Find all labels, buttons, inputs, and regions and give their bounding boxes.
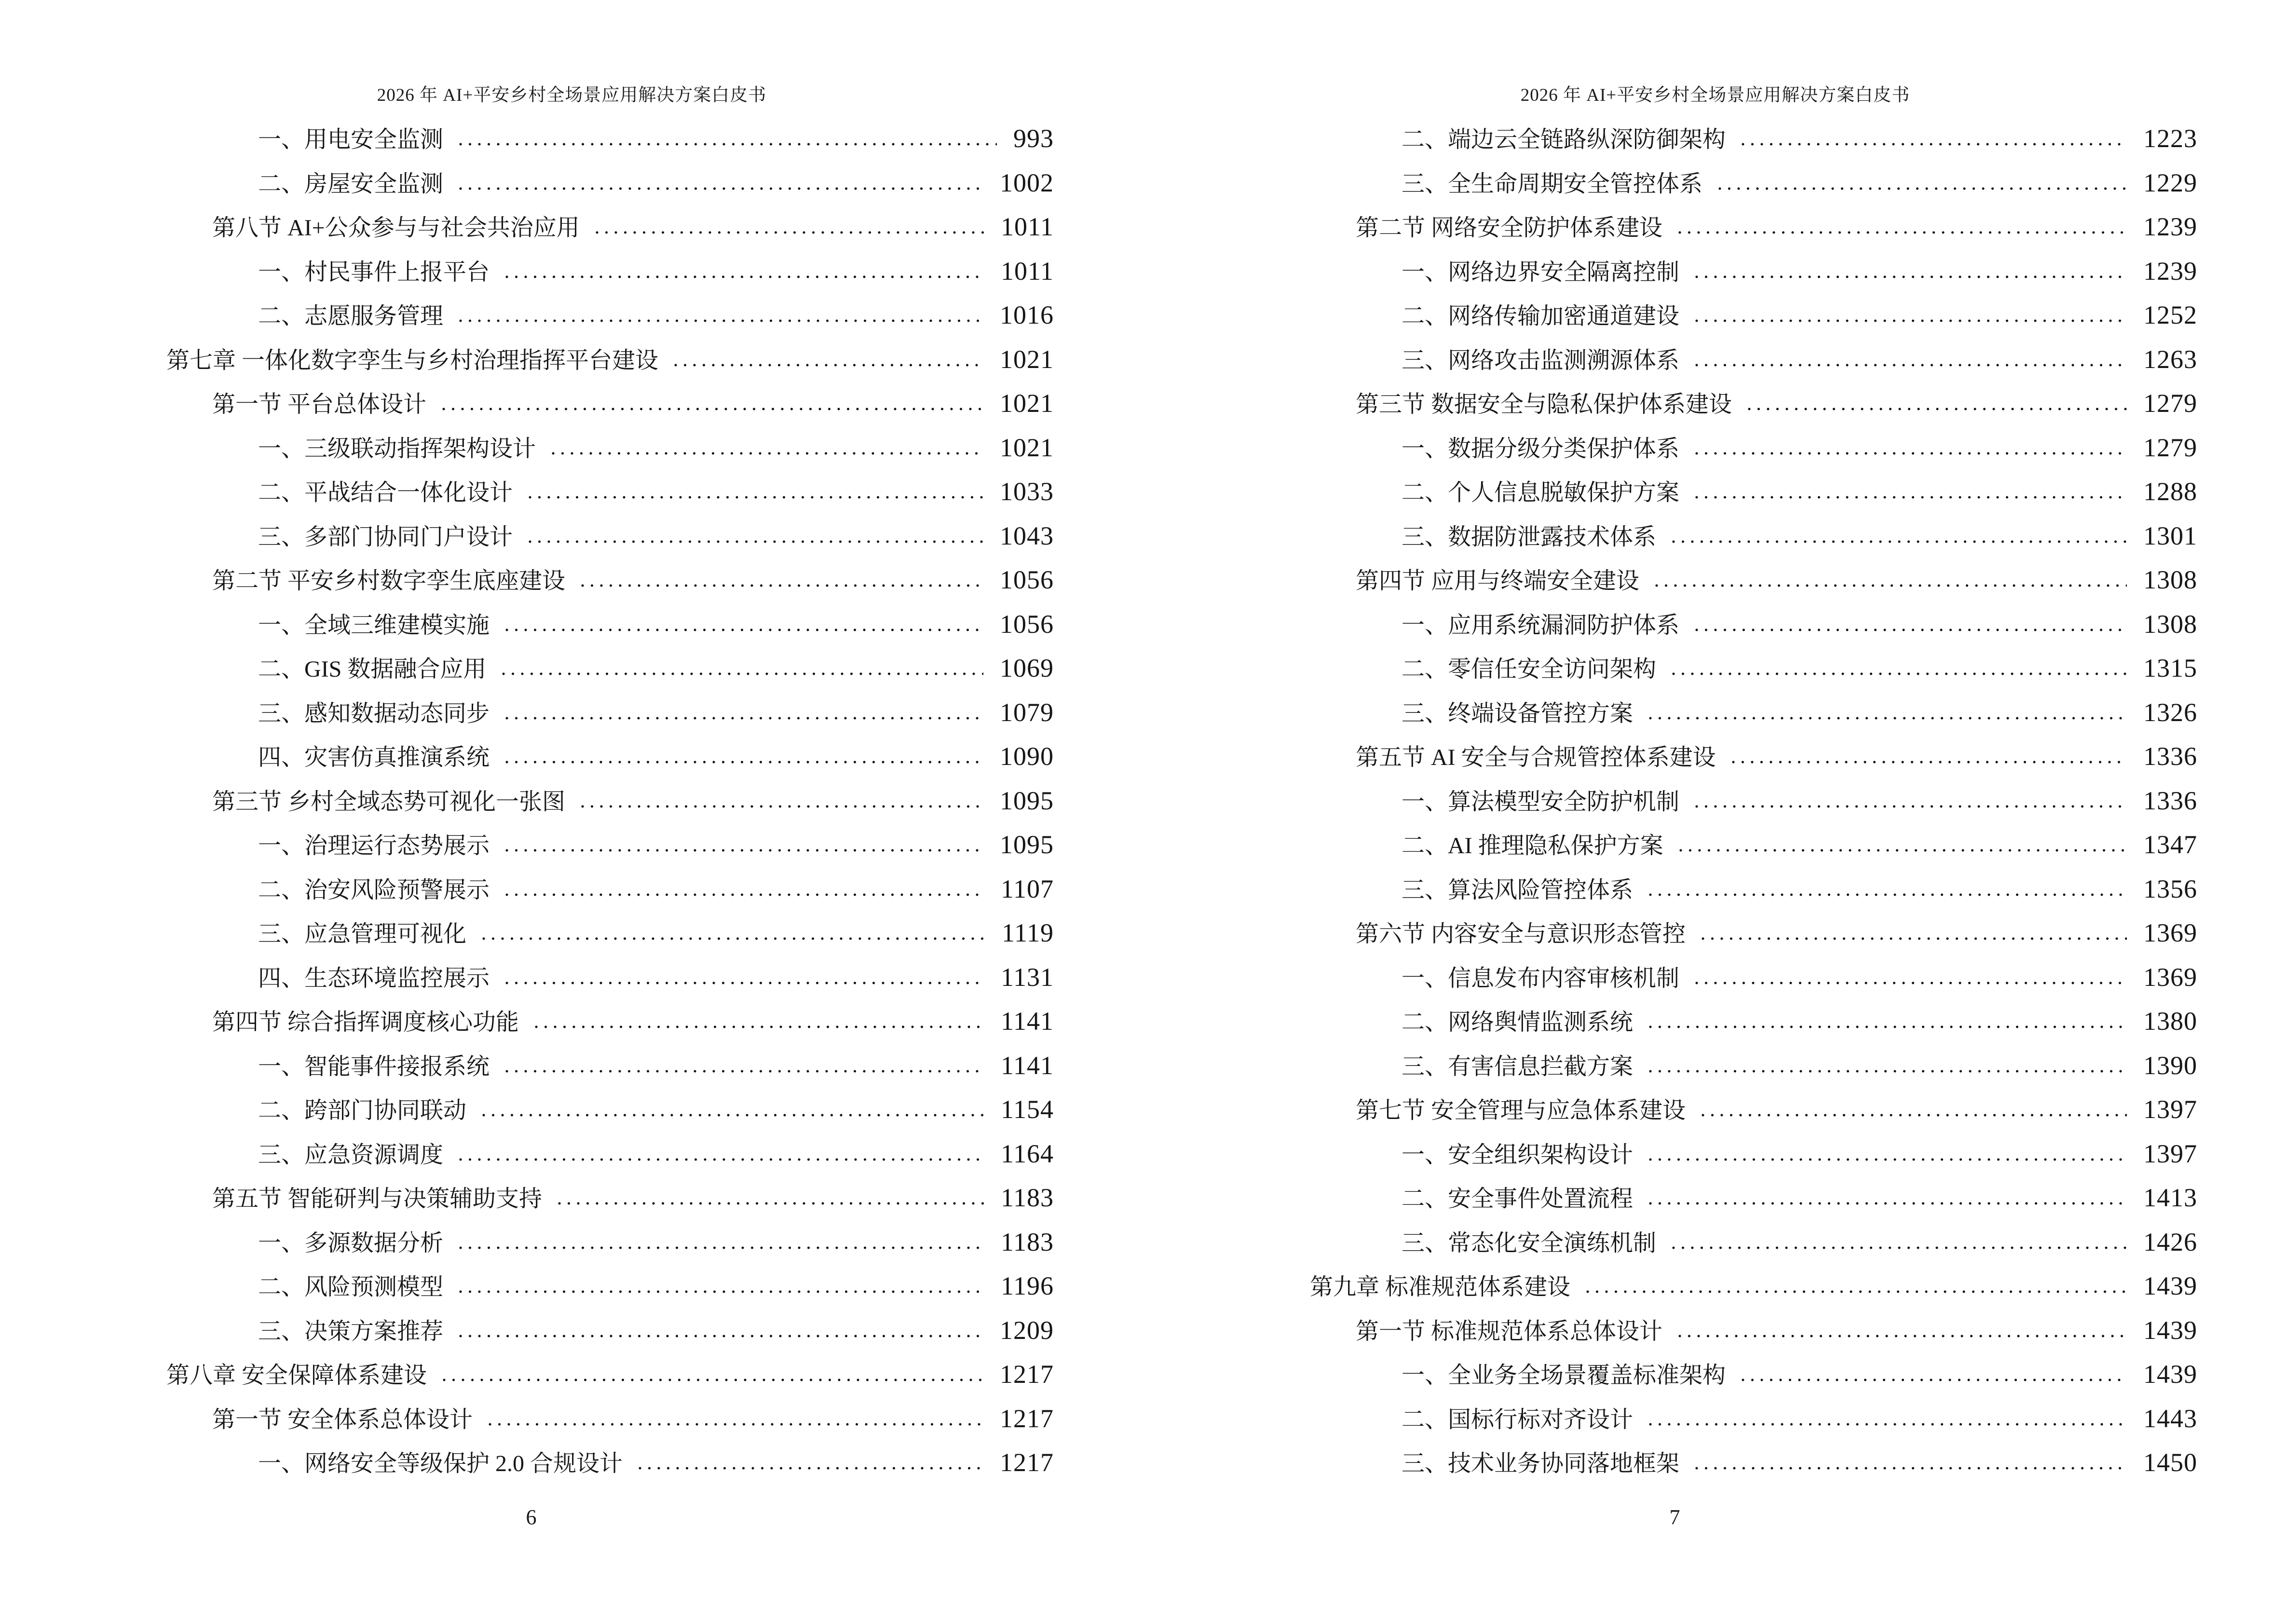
toc-entry-page-number: 1439: [2143, 1360, 2197, 1389]
toc-entry-page-number: 1439: [2143, 1315, 2197, 1345]
toc-entry-title: 三、全生命周期安全管控体系: [1402, 171, 1703, 197]
dot-leader: [1676, 847, 2127, 853]
toc-entry-page-number: 1183: [1001, 1183, 1054, 1212]
toc-entry-title: 一、智能事件接报系统: [258, 1053, 490, 1079]
toc-entry-title: 四、灾害仿真推演系统: [258, 745, 490, 770]
dot-leader: [1692, 318, 2127, 324]
dot-leader: [671, 362, 983, 368]
toc-entry[interactable]: [1144, 646, 2287, 691]
toc-entry-title: 一、算法模型安全防护机制: [1402, 789, 1680, 815]
toc-entry-page-number: 1131: [1001, 962, 1054, 992]
toc-entry-page-number: 1369: [2143, 918, 2197, 947]
dot-leader: [1675, 230, 2127, 235]
toc-entry-page-number: 1079: [1000, 697, 1054, 727]
toc-entry-title: 三、应急管理可视化: [258, 921, 467, 947]
toc-entry-title: 二、GIS 数据融合应用: [258, 656, 487, 682]
toc-entry-title: 一、全业务全场景覆盖标准架构: [1402, 1363, 1726, 1388]
toc-entry-page-number: 1336: [2143, 786, 2197, 815]
toc-entry-page-number: 993: [1013, 124, 1054, 153]
toc-entry-page-number: 1308: [2143, 565, 2197, 594]
toc-entry[interactable]: [1144, 602, 2287, 647]
toc-entry[interactable]: [1144, 514, 2287, 559]
toc-entry[interactable]: [0, 161, 1144, 205]
toc-entry-page-number: 1021: [1000, 344, 1054, 374]
toc-entry-title: 二、跨部门协同联动: [258, 1098, 467, 1123]
dot-leader: [1646, 1024, 2127, 1030]
toc-entry[interactable]: [1144, 293, 2287, 338]
toc-entry-page-number: 1196: [1001, 1271, 1054, 1300]
toc-entry-page-number: 1336: [2143, 742, 2197, 771]
toc-entry-title: 第七节 安全管理与应急体系建设: [1356, 1098, 1686, 1123]
toc-entry-page-number: 1011: [1001, 212, 1054, 241]
toc-entry[interactable]: [0, 1088, 1144, 1132]
dot-leader: [1729, 759, 2127, 765]
toc-entry-title: 第九章 标准规范体系建设: [1310, 1274, 1571, 1300]
toc-entry-page-number: 1426: [2143, 1227, 2197, 1256]
toc-entry[interactable]: [0, 293, 1144, 338]
toc-entry-title: 三、决策方案推荐: [258, 1318, 444, 1344]
toc-entry[interactable]: [1144, 1220, 2287, 1265]
toc-entry-page-number: 1315: [2143, 654, 2197, 682]
dot-leader: [1692, 450, 2127, 456]
toc-entry[interactable]: [1144, 735, 2287, 779]
dot-leader: [499, 671, 983, 677]
toc-entry-page-number: 1439: [2143, 1271, 2197, 1300]
toc-entry[interactable]: [0, 558, 1144, 602]
toc-entry-page-number: 1217: [1000, 1404, 1054, 1433]
toc-entry-page-number: 1356: [2143, 874, 2197, 903]
toc-entry-page-number: 1107: [1001, 874, 1054, 903]
dot-leader: [1646, 1157, 2127, 1162]
toc-entry[interactable]: [1144, 779, 2287, 823]
toc-entry[interactable]: [1144, 1309, 2287, 1353]
dot-leader: [456, 1157, 984, 1162]
toc-entry-page-number: 1347: [2143, 830, 2197, 859]
toc-entry[interactable]: [1144, 955, 2287, 1000]
dot-leader: [1692, 627, 2127, 633]
dot-leader: [1646, 1421, 2127, 1427]
dot-leader: [456, 141, 997, 147]
toc-entry-page-number: 1011: [1001, 256, 1054, 286]
toc-entry[interactable]: [1144, 823, 2287, 867]
toc-entry[interactable]: [0, 1220, 1144, 1265]
dot-leader: [525, 494, 983, 500]
toc-entry-title: 一、治理运行态势展示: [258, 833, 490, 859]
toc-entry[interactable]: [1144, 691, 2287, 735]
toc-entry-page-number: 1239: [2143, 212, 2197, 241]
toc-entry-title: 第四节 综合指挥调度核心功能: [212, 1010, 519, 1035]
toc-entry-title: 二、零信任安全访问架构: [1402, 656, 1657, 682]
dot-leader: [1738, 141, 2127, 147]
dot-leader: [531, 1024, 984, 1030]
dot-leader: [1692, 274, 2127, 280]
dot-leader: [1646, 892, 2127, 898]
toc-entry[interactable]: [1144, 867, 2287, 912]
dot-leader: [439, 406, 983, 412]
toc-entry[interactable]: [1144, 1264, 2287, 1309]
toc-entry-title: 一、安全组织架构设计: [1402, 1142, 1634, 1168]
toc-entry-title: 第五节 智能研判与决策辅助支持: [212, 1186, 543, 1212]
dot-leader: [1692, 362, 2127, 368]
dot-leader: [479, 1112, 984, 1118]
toc-entry[interactable]: [0, 602, 1144, 647]
toc-entry-title: 一、应用系统漏洞防护体系: [1402, 612, 1680, 638]
toc-entry-title: 第八节 AI+公众参与与社会共治应用: [212, 215, 580, 241]
toc-entry[interactable]: [1144, 382, 2287, 426]
toc-entry-title: 第一节 标准规范体系总体设计: [1356, 1318, 1663, 1344]
toc-entry-title: 二、风险预测模型: [258, 1274, 444, 1300]
toc-entry[interactable]: [1144, 1441, 2287, 1485]
toc-entry-page-number: 1326: [2143, 697, 2197, 727]
toc-entry-page-number: 1056: [1000, 565, 1054, 594]
toc-entry-page-number: 1443: [2143, 1404, 2197, 1433]
dot-leader: [485, 1421, 983, 1427]
toc-entry[interactable]: [1144, 1044, 2287, 1088]
toc-entry[interactable]: [1144, 117, 2287, 161]
toc-entry-page-number: 1397: [2143, 1139, 2197, 1168]
toc-entry-title: 一、多源数据分析: [258, 1230, 444, 1256]
toc-entry-page-number: 1095: [1000, 830, 1054, 859]
toc-entry[interactable]: [1144, 1397, 2287, 1441]
toc-entry-title: 三、数据防泄露技术体系: [1402, 524, 1657, 550]
toc-entry-page-number: 1279: [2143, 389, 2197, 418]
toc-entry-title: 三、技术业务协同落地框架: [1402, 1451, 1680, 1476]
dot-leader: [578, 804, 983, 809]
toc-entry[interactable]: [0, 779, 1144, 823]
toc-entry-page-number: 1043: [1000, 521, 1054, 550]
toc-entry-page-number: 1380: [2143, 1007, 2197, 1036]
toc-entry[interactable]: [0, 1352, 1144, 1397]
toc-entry[interactable]: [0, 867, 1144, 912]
toc-entry[interactable]: [0, 382, 1144, 426]
page-number: 7: [1669, 1505, 1680, 1529]
toc-entry[interactable]: [1144, 911, 2287, 955]
toc-entry-title: 第八章 安全保障体系建设: [166, 1363, 427, 1388]
dot-leader: [1669, 671, 2127, 677]
toc-entry-title: 一、信息发布内容审核机制: [1402, 965, 1680, 991]
page-header-title: 2026 年 AI+平安乡村全场景应用解决方案白皮书: [1520, 85, 1910, 105]
dot-leader: [456, 318, 983, 324]
toc-entry[interactable]: [1144, 161, 2287, 205]
dot-leader: [502, 759, 983, 765]
dot-leader: [1698, 936, 2127, 942]
toc-entry-title: 二、国标行标对齐设计: [1402, 1406, 1634, 1433]
toc-entry[interactable]: [1144, 1132, 2287, 1176]
toc-entry[interactable]: [1144, 999, 2287, 1044]
toc-entry[interactable]: [0, 646, 1144, 691]
toc-entry[interactable]: [0, 205, 1144, 249]
toc-entry[interactable]: [0, 470, 1144, 514]
toc-entry-page-number: 1021: [1000, 433, 1054, 462]
toc-entry-page-number: 1223: [2143, 124, 2197, 153]
toc-entry-page-number: 1369: [2143, 962, 2197, 992]
toc-entry-page-number: 1021: [1000, 389, 1054, 418]
toc-entry[interactable]: [1144, 470, 2287, 514]
toc-page-right: [1144, 0, 2287, 1624]
toc-entry[interactable]: [0, 338, 1144, 382]
toc-entry-title: 第二节 平安乡村数字孪生底座建设: [212, 568, 566, 594]
dot-leader: [1692, 494, 2127, 500]
toc-entry-page-number: 1301: [2143, 521, 2197, 550]
toc-entry-title: 三、算法风险管控体系: [1402, 877, 1634, 903]
toc-entry[interactable]: [0, 1264, 1144, 1309]
toc-entry-title: 一、全域三维建模实施: [258, 612, 490, 638]
toc-entry[interactable]: [1144, 1088, 2287, 1132]
dot-leader: [502, 274, 984, 280]
toc-entry[interactable]: [0, 1132, 1144, 1176]
toc-entry-title: 第四节 应用与终端安全建设: [1356, 568, 1640, 594]
dot-leader: [456, 1333, 983, 1339]
toc-entry-page-number: 1450: [2143, 1448, 2197, 1477]
toc-entry[interactable]: [0, 426, 1144, 470]
toc-entry-title: 二、治安风险预警展示: [258, 877, 490, 903]
toc-entry-page-number: 1002: [1000, 168, 1054, 197]
toc-entry[interactable]: [0, 955, 1144, 1000]
dot-leader: [1669, 1245, 2127, 1251]
toc-entry-title: 一、网络安全等级保护 2.0 合规设计: [258, 1451, 623, 1476]
dot-leader: [1692, 804, 2127, 809]
toc-entry-title: 第六节 内容安全与意识形态管控: [1356, 921, 1686, 947]
toc-entry-page-number: 1164: [1001, 1139, 1054, 1168]
toc-entry-title: 三、有害信息拦截方案: [1402, 1053, 1634, 1079]
toc-entry[interactable]: [0, 1397, 1144, 1441]
toc-entry[interactable]: [1144, 1352, 2287, 1397]
dot-leader: [456, 186, 983, 191]
toc-entry-page-number: 1154: [1001, 1095, 1054, 1124]
toc-entry[interactable]: [1144, 205, 2287, 249]
toc-entry[interactable]: [1144, 1176, 2287, 1220]
dot-leader: [502, 980, 984, 986]
toc-entry[interactable]: [0, 1176, 1144, 1220]
toc-list: [0, 117, 1144, 1485]
toc-entry[interactable]: [0, 999, 1144, 1044]
dot-leader: [1646, 1068, 2127, 1074]
dot-leader: [502, 715, 983, 721]
dot-leader: [1675, 1333, 2127, 1339]
toc-entry-page-number: 1090: [1000, 742, 1054, 771]
toc-entry[interactable]: [0, 823, 1144, 867]
toc-entry-page-number: 1095: [1000, 786, 1054, 815]
toc-entry-page-number: 1229: [2143, 168, 2197, 197]
toc-entry-page-number: 1016: [1000, 300, 1054, 329]
toc-entry-title: 第五节 AI 安全与合规管控体系建设: [1356, 745, 1716, 770]
toc-entry-title: 二、志愿服务管理: [258, 303, 444, 329]
dot-leader: [1698, 1112, 2127, 1118]
dot-leader: [548, 450, 983, 456]
toc-entry-title: 第七章 一体化数字孪生与乡村治理指挥平台建设: [166, 347, 659, 373]
toc-entry-title: 二、房屋安全监测: [258, 171, 444, 197]
toc-entry-title: 二、AI 推理隐私保护方案: [1402, 833, 1663, 859]
toc-entry-title: 第二节 网络安全防护体系建设: [1356, 215, 1663, 241]
toc-entry-title: 一、用电安全监测: [258, 127, 444, 152]
toc-entry-page-number: 1183: [1001, 1227, 1054, 1256]
dot-leader: [592, 230, 984, 235]
toc-entry-title: 一、网络边界安全隔离控制: [1402, 259, 1680, 285]
toc-entry-page-number: 1252: [2143, 300, 2197, 329]
dot-leader: [1744, 406, 2127, 412]
page-header-title: 2026 年 AI+平安乡村全场景应用解决方案白皮书: [377, 85, 767, 105]
toc-entry-title: 二、网络传输加密通道建设: [1402, 303, 1680, 329]
toc-entry-title: 四、生态环境监控展示: [258, 965, 490, 991]
dot-leader: [1583, 1289, 2127, 1295]
dot-leader: [635, 1465, 983, 1471]
toc-entry[interactable]: [0, 691, 1144, 735]
toc-entry-title: 一、三级联动指挥架构设计: [258, 436, 536, 462]
toc-entry-title: 三、常态化安全演练机制: [1402, 1230, 1657, 1256]
toc-entry[interactable]: [1144, 558, 2287, 602]
toc-entry-title: 二、安全事件处置流程: [1402, 1186, 1634, 1212]
toc-entry[interactable]: [0, 1044, 1144, 1088]
dot-leader: [1692, 1465, 2127, 1471]
dot-leader: [456, 1245, 984, 1251]
toc-entry-title: 一、村民事件上报平台: [258, 259, 490, 285]
page-number: 6: [526, 1505, 537, 1529]
toc-entry[interactable]: [0, 1441, 1144, 1485]
dot-leader: [525, 539, 983, 545]
toc-entry[interactable]: [1144, 249, 2287, 294]
toc-entry-title: 二、网络舆情监测系统: [1402, 1010, 1634, 1035]
toc-entry-page-number: 1141: [1001, 1051, 1054, 1080]
toc-entry-title: 三、应急资源调度: [258, 1142, 444, 1168]
toc-entry[interactable]: [0, 911, 1144, 955]
toc-entry[interactable]: [0, 117, 1144, 161]
dot-leader: [578, 583, 983, 588]
toc-entry[interactable]: [1144, 338, 2287, 382]
toc-entry-title: 一、数据分级分类保护体系: [1402, 436, 1680, 462]
toc-entry-page-number: 1141: [1001, 1007, 1054, 1036]
dot-leader: [502, 847, 983, 853]
toc-entry-title: 三、网络攻击监测溯源体系: [1402, 347, 1680, 373]
dot-leader: [1692, 980, 2127, 986]
dot-leader: [555, 1201, 984, 1206]
dot-leader: [1738, 1377, 2127, 1383]
toc-entry-page-number: 1263: [2143, 344, 2197, 374]
toc-entry-title: 二、平战结合一体化设计: [258, 480, 513, 505]
dot-leader: [502, 1068, 984, 1074]
toc-entry[interactable]: [1144, 426, 2287, 470]
toc-entry-page-number: 1239: [2143, 256, 2197, 286]
toc-entry-title: 三、终端设备管控方案: [1402, 700, 1634, 726]
dot-leader: [479, 936, 985, 942]
toc-entry-page-number: 1119: [1002, 918, 1054, 947]
dot-leader: [456, 1289, 984, 1295]
toc-entry-page-number: 1288: [2143, 477, 2197, 506]
toc-entry-title: 第一节 安全体系总体设计: [212, 1406, 473, 1433]
toc-entry-page-number: 1390: [2143, 1051, 2197, 1080]
toc-entry-page-number: 1397: [2143, 1095, 2197, 1124]
dot-leader: [1646, 1201, 2127, 1206]
toc-entry-page-number: 1209: [1000, 1315, 1054, 1345]
toc-entry-title: 二、端边云全链路纵深防御架构: [1402, 127, 1726, 152]
toc-entry-page-number: 1033: [1000, 477, 1054, 506]
toc-entry-page-number: 1413: [2143, 1183, 2197, 1212]
toc-entry-page-number: 1217: [1000, 1448, 1054, 1477]
toc-entry-page-number: 1217: [1000, 1360, 1054, 1389]
dot-leader: [1646, 715, 2127, 721]
dot-leader: [1715, 186, 2127, 191]
toc-entry-title: 第一节 平台总体设计: [212, 392, 427, 417]
toc-entry[interactable]: [0, 249, 1144, 294]
dot-leader: [502, 627, 983, 633]
toc-list: [1144, 117, 2287, 1485]
toc-entry-page-number: 1308: [2143, 609, 2197, 639]
toc-entry-page-number: 1056: [1000, 609, 1054, 639]
toc-entry-page-number: 1069: [1000, 654, 1054, 682]
toc-entry-title: 三、多部门协同门户设计: [258, 524, 513, 550]
dot-leader: [1652, 583, 2127, 588]
toc-entry-title: 二、个人信息脱敏保护方案: [1402, 480, 1680, 505]
toc-entry[interactable]: [0, 1309, 1144, 1353]
toc-entry-title: 第三节 乡村全域态势可视化一张图: [212, 789, 566, 815]
dot-leader: [502, 892, 984, 898]
toc-entry[interactable]: [0, 735, 1144, 779]
toc-entry-page-number: 1279: [2143, 433, 2197, 462]
dot-leader: [1669, 539, 2127, 545]
toc-entry[interactable]: [0, 514, 1144, 559]
toc-entry-title: 三、感知数据动态同步: [258, 700, 490, 726]
dot-leader: [439, 1377, 983, 1383]
toc-entry-title: 第三节 数据安全与隐私保护体系建设: [1356, 392, 1732, 417]
